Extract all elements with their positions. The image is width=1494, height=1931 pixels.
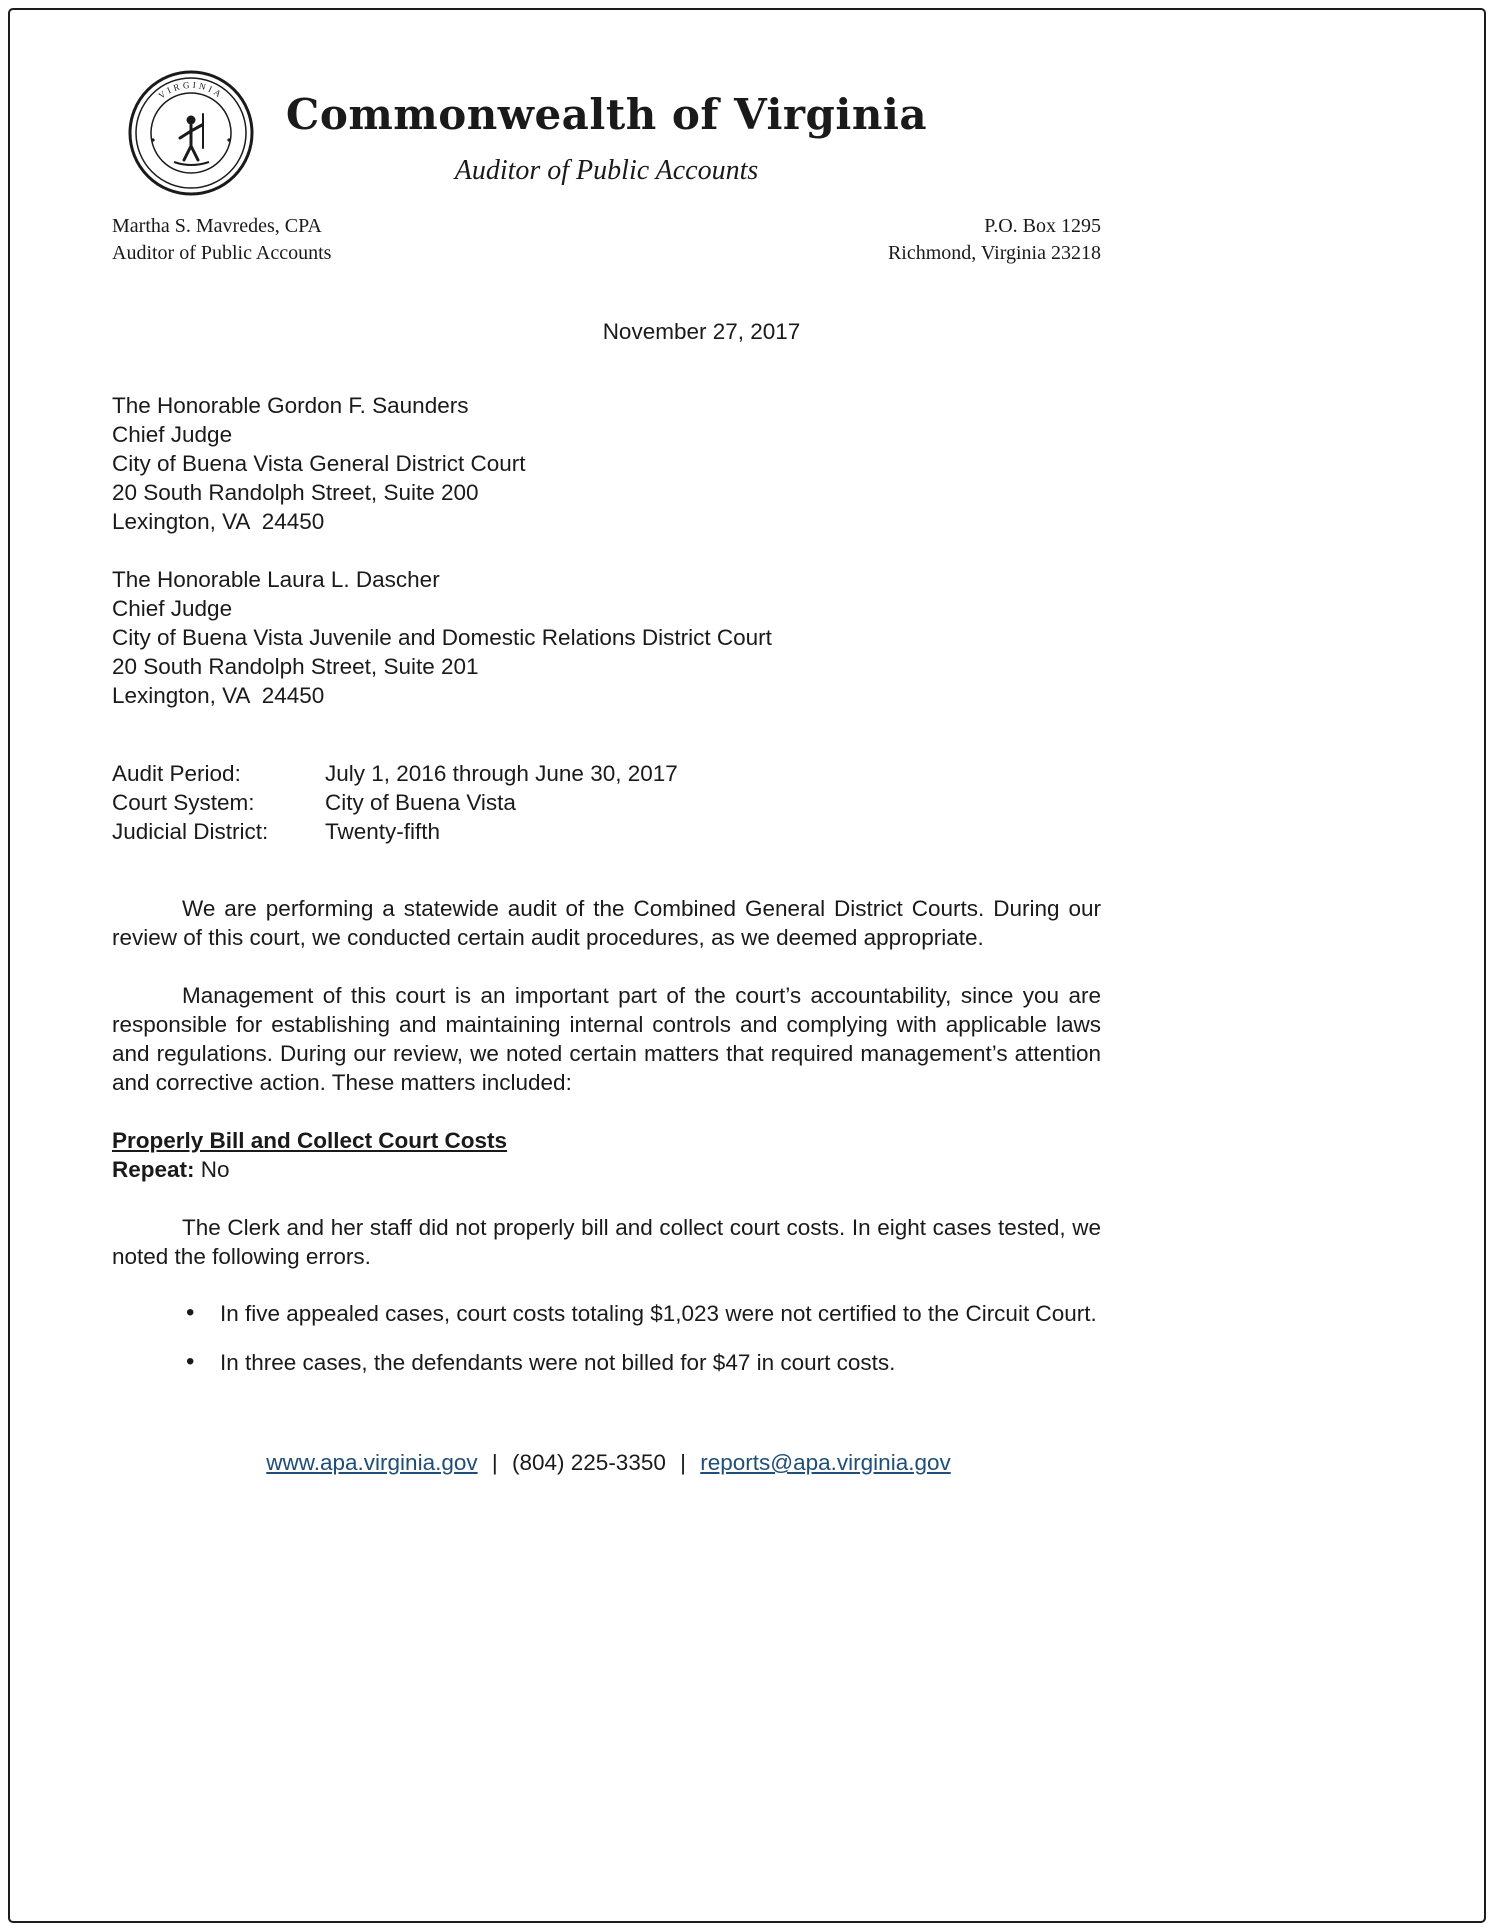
letterhead-subtitle: Auditor of Public Accounts — [454, 155, 759, 186]
auditor-contact-block — [112, 213, 331, 267]
judicial-district-row — [112, 817, 1101, 846]
recipient-block-dascher — [112, 565, 1101, 710]
paragraph-finding-intro: The Clerk and her staff did not properly bill and collect court costs. In eight cases tested, we noted the following errors. — [112, 1215, 1101, 1269]
city-state-zip-line: Richmond, Virginia 23218 — [887, 242, 1101, 264]
letterhead-contacts — [112, 213, 1101, 267]
audit-period-value: July 1, 2016 through June 30, 2017 — [325, 761, 678, 786]
letterhead — [112, 10, 1101, 267]
recipient-line: City of Buena Vista General District Court — [112, 451, 526, 476]
footer-separator: | — [680, 1450, 686, 1475]
phone-number: (804) 225-3350 — [512, 1450, 666, 1475]
recipient-line: 20 South Randolph Street, Suite 201 — [112, 654, 479, 679]
recipient-line: City of Buena Vista Juvenile and Domestic Relations District Court — [112, 625, 772, 650]
recipient-block-saunders — [112, 391, 1101, 536]
bullet-item-appealed-cases: • In five appealed cases, court costs totaling $1,023 were not certified to the Circuit Court. — [112, 1299, 1101, 1328]
svg-text:VIRGINIA: VIRGINIA — [156, 79, 226, 101]
recipient-line: Chief Judge — [112, 596, 233, 621]
letter-content — [112, 10, 1101, 1397]
audit-info-table — [112, 759, 1101, 846]
paragraph-management: Management of this court is an important part of the court’s accountability, since you are responsible for establishing and maintaining internal controls and complying with applicable laws and regulations. During our review, we noted certain matters that required management’s attention and corrective action. These matters included: — [112, 983, 1101, 1095]
finding-heading: Properly Bill and Collect Court Costs — [112, 1128, 508, 1153]
email-link[interactable]: reports@apa.virginia.gov — [700, 1450, 951, 1475]
recipient-line: Chief Judge — [112, 422, 233, 447]
letter-date: November 27, 2017 — [602, 319, 801, 344]
court-system-value: City of Buena Vista — [325, 790, 516, 815]
recipient-line: The Honorable Gordon F. Saunders — [112, 393, 469, 418]
recipient-line: Lexington, VA 24450 — [112, 683, 325, 708]
judicial-district-label: Judicial District: — [112, 819, 269, 844]
recipient-line: 20 South Randolph Street, Suite 200 — [112, 480, 479, 505]
letter-footer — [112, 1450, 1105, 1476]
repeat-value: No — [200, 1157, 230, 1182]
po-box-line: P.O. Box 1295 — [984, 215, 1101, 237]
judicial-district-value: Twenty-fifth — [325, 819, 441, 844]
audit-period-row — [112, 759, 1101, 788]
letter-page — [8, 8, 1486, 1923]
mailing-address-block — [888, 213, 1101, 267]
court-system-row — [112, 788, 1101, 817]
bullet-item-unbilled-defendants: • In three cases, the defendants were not billed for $47 in court costs. — [112, 1348, 1101, 1377]
audit-period-label: Audit Period: — [112, 761, 241, 786]
footer-separator: | — [491, 1450, 498, 1475]
letterhead-title: Commonwealth of Virginia — [285, 90, 928, 139]
repeat-label: Repeat: — [112, 1157, 195, 1182]
recipient-line: The Honorable Laura L. Dascher — [112, 567, 440, 592]
paragraph-statewide-audit: We are performing a statewide audit of the Combined General District Courts. During our review of this court, we conducted certain audit procedures, as we deemed appropriate. — [112, 896, 1101, 950]
virginia-state-seal-icon — [126, 68, 256, 198]
finding-bullet-list — [112, 1299, 1101, 1377]
repeat-line — [112, 1155, 1101, 1184]
website-link[interactable]: www.apa.virginia.gov — [266, 1450, 478, 1475]
official-name: Martha S. Mavredes, CPA — [112, 215, 322, 237]
recipient-line: Lexington, VA 24450 — [112, 509, 325, 534]
court-system-label: Court System: — [112, 790, 255, 815]
official-title: Auditor of Public Accounts — [112, 242, 332, 264]
